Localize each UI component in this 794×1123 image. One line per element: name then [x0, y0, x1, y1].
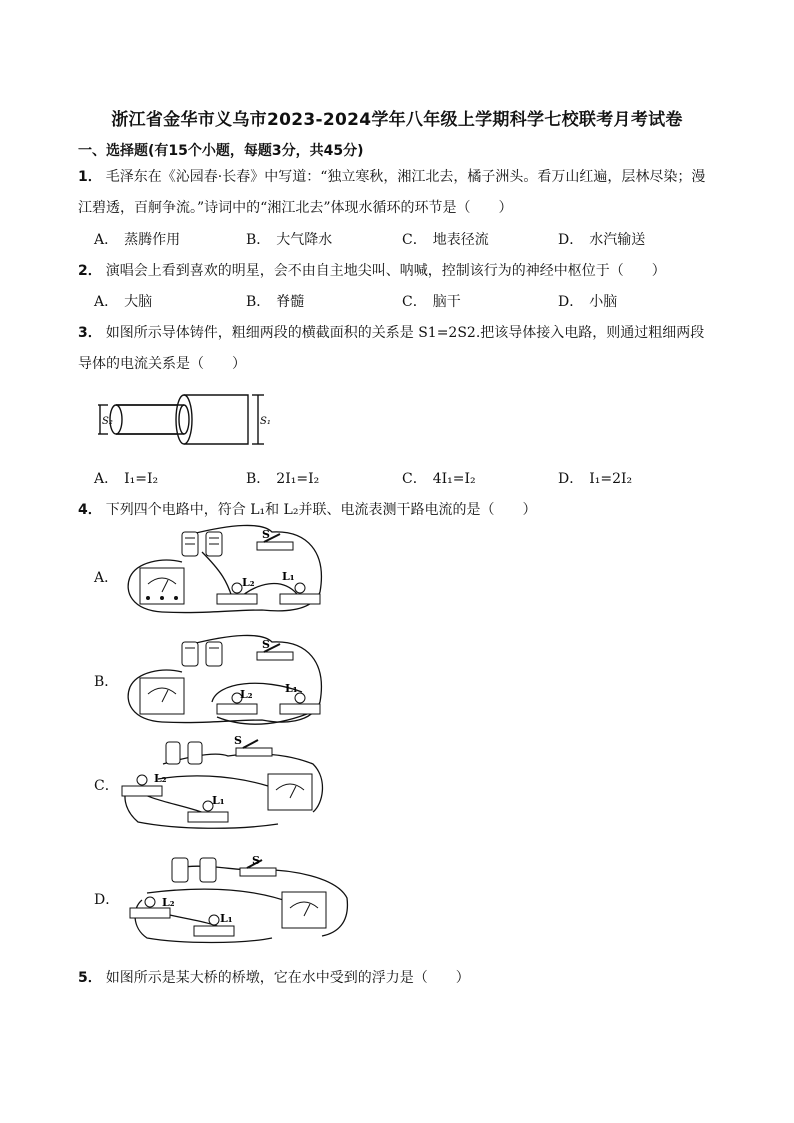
- battery-icon: [166, 742, 202, 764]
- q2-number: 2．: [78, 263, 102, 279]
- q3-number: 3．: [78, 325, 102, 341]
- q3-option-b[interactable]: B． 2I₁=I₂: [246, 471, 320, 487]
- svg-text:L₂: L₂: [154, 772, 167, 785]
- q2-option-d[interactable]: D． 小脑: [558, 294, 618, 310]
- q4-line1: [78, 499, 536, 519]
- q1-option-c[interactable]: C． 地表径流: [402, 232, 489, 248]
- ammeter-icon: [140, 678, 184, 714]
- q2-text-line1: 演唱会上看到喜欢的明星，会不由自主地尖叫、呐喊，控制该行为的神经中枢位于（ ）: [105, 263, 666, 279]
- q4-option-a-label[interactable]: A．: [94, 570, 119, 586]
- q1-option-d[interactable]: D． 水汽输送: [558, 232, 646, 248]
- svg-text:L₂: L₂: [240, 688, 253, 701]
- svg-text:L₁: L₁: [212, 794, 225, 807]
- svg-text:S: S: [252, 854, 260, 867]
- q3-text-line2: 导体的电流关系是（ ）: [78, 356, 246, 372]
- q2-option-b[interactable]: B． 脊髓: [246, 294, 305, 310]
- svg-text:S: S: [262, 528, 270, 541]
- battery-icon: [172, 858, 216, 882]
- q4-number: 4．: [78, 502, 102, 518]
- q3-option-d[interactable]: D． I₁=2I₂: [558, 471, 633, 487]
- q3-option-c[interactable]: C． 4I₁=I₂: [402, 471, 476, 487]
- circuit-diagram-d[interactable]: [122, 848, 352, 946]
- q1-option-b[interactable]: B． 大气降水: [246, 232, 333, 248]
- q3-line1: [78, 322, 704, 342]
- q1-option-a[interactable]: A． 蒸腾作用: [94, 232, 181, 248]
- q1-text-line2: 江碧透，百舸争流。”诗词中的“湘江北去”体现水循环的环节是（ ）: [78, 200, 513, 216]
- ammeter-icon: [268, 774, 312, 810]
- q2-line1: [78, 260, 666, 280]
- page-title: 浙江省金华市义乌市2023-2024学年八年级上学期科学七校联考月考试卷: [111, 110, 683, 130]
- s1-label: S₁: [260, 416, 271, 427]
- q1-line1: [78, 166, 705, 186]
- q1-number: 1．: [78, 169, 102, 185]
- ammeter-icon: [282, 892, 326, 928]
- ammeter-icon: [140, 568, 184, 604]
- svg-text:L₂: L₂: [162, 896, 175, 909]
- q2-option-c[interactable]: C． 脑干: [402, 294, 461, 310]
- svg-text:S: S: [262, 638, 270, 651]
- section-heading: 一、选择题(有15个小题，每题3分，共45分): [78, 143, 364, 159]
- bulb-l1-icon: [280, 693, 320, 714]
- q2-option-a[interactable]: A． 大脑: [94, 294, 153, 310]
- conductor-casting-figure: [98, 390, 278, 454]
- q4-option-d-label[interactable]: D．: [94, 892, 120, 908]
- s2-label: S₂: [102, 416, 113, 427]
- svg-text:L₂: L₂: [242, 576, 255, 589]
- battery-icon: [182, 642, 222, 666]
- svg-text:L₁: L₁: [285, 682, 298, 695]
- q3-option-a[interactable]: A． I₁=I₂: [94, 471, 159, 487]
- circuit-diagram-b[interactable]: [122, 632, 337, 730]
- circuit-diagram-a[interactable]: [122, 522, 337, 620]
- q1-text-line1: 毛泽东在《沁园春·长春》中写道：“独立寒秋，湘江北去，橘子洲头。看万山红遍，层林尽染；漫: [105, 169, 706, 185]
- svg-text:L₁: L₁: [282, 570, 295, 583]
- q3-text-line1: 如图所示导体铸件，粗细两段的横截面积的关系是 S1=2S2.把该导体接入电路，则通过粗细两段: [105, 325, 705, 341]
- circuit-diagram-c[interactable]: [118, 734, 333, 832]
- q5-line1: [78, 967, 470, 987]
- q4-option-b-label[interactable]: B．: [94, 674, 119, 690]
- svg-text:S: S: [234, 734, 242, 747]
- q4-text-line1: 下列四个电路中，符合 L₁和 L₂并联、电流表测干路电流的是（ ）: [105, 502, 537, 518]
- q4-option-c-label[interactable]: C．: [94, 778, 119, 794]
- svg-text:L₁: L₁: [220, 912, 233, 925]
- q5-text-line1: 如图所示是某大桥的桥墩，它在水中受到的浮力是（ ）: [105, 970, 470, 986]
- q5-number: 5．: [78, 970, 102, 986]
